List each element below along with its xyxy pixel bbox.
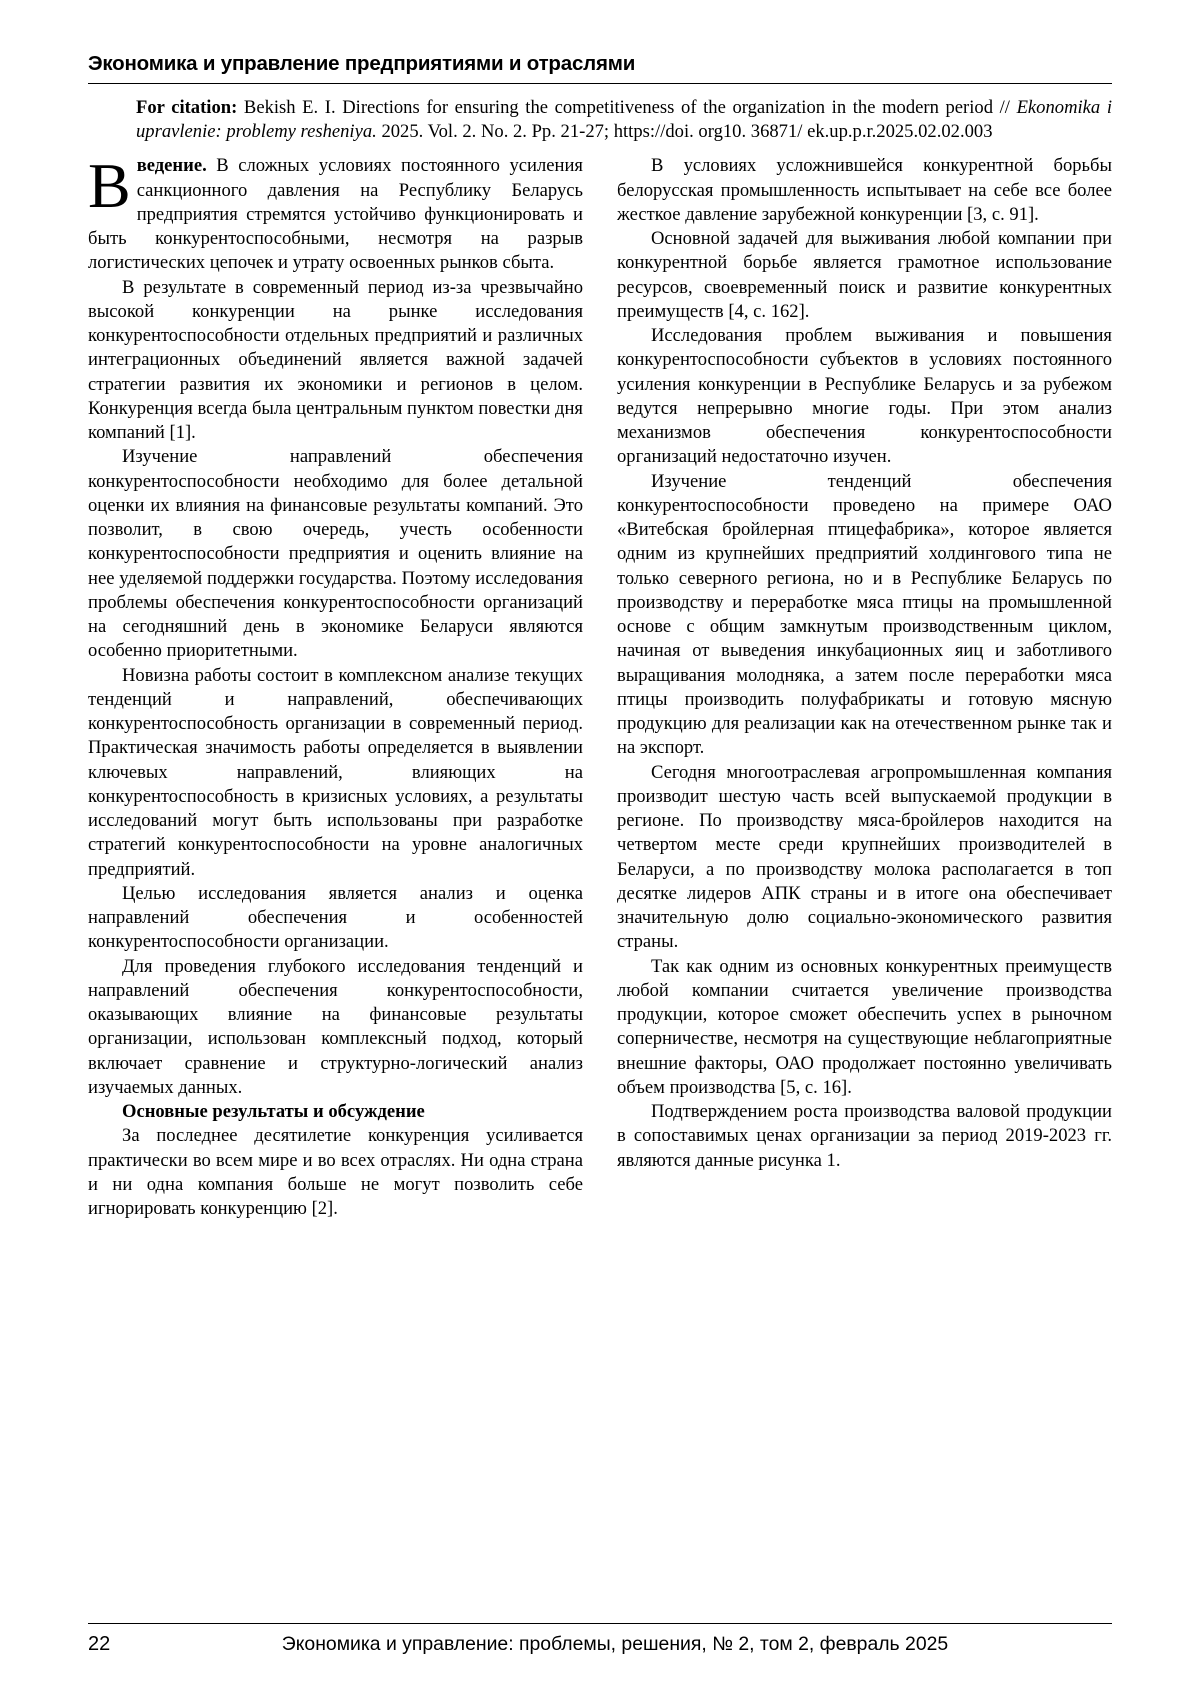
paragraph: В условиях усложнившейся конкурентной борьбы белорусская промышленность испытывает на себе все более жесткое давление зарубежной конкуренции [3, с. 91].: [617, 155, 1112, 225]
section-subheading: Основные результаты и обсуждение: [122, 1101, 425, 1123]
drop-cap: В: [88, 150, 131, 222]
body-columns: [88, 150, 1112, 1221]
paragraph: Исследования проблем выживания и повышения конкурентоспособности субъектов в условиях постоянного усиления конкуренции в Республике Беларусь и за рубежом ведутся непрерывно многие годы. При этом анализ механизмов обеспечения конкурентоспособности организаций недостаточно изучен.: [617, 325, 1112, 468]
page-number: 22: [88, 1633, 111, 1655]
paragraph: Целью исследования является анализ и оценка направлений обеспечения и особенностей конкурентоспособности организации.: [88, 882, 583, 953]
running-head: Экономика и управление предприятиями и отраслями: [88, 52, 636, 75]
citation-text-after: 2025. Vol. 2. No. 2. Pp. 21-27; https://doi. org10. 36871/ ek.up.p.r.2025.02.02.003: [376, 121, 993, 143]
paragraph: Изучение тенденций обеспечения конкурентоспособности проведено на примере ОАО «Витебская бройлерная птицефабрика», которое является одним из крупнейших предприятий холдингового типа не только северного региона, но и в Республике Беларусь по производству и переработке мяса птицы на промышленной основе с общим замкнутым производственным циклом, начиная от выведения инкубационных яиц и заботливого выращивания молодняка, а затем после переработки мяса птицы производить полуфабрикаты и готовую мясную продукцию для реализации как на отечественном рынке так и на экспорт.: [617, 470, 1112, 759]
left-column: [88, 150, 583, 1221]
paragraph: Так как одним из основных конкурентных преимуществ любой компании считается увеличение производства продукции, которое сможет обеспечить успех в рыночном соперничестве, несмотря на существующие неблагоприятные внешние факторы, ОАО продолжает постоянно увеличивать объем производства [5, с. 16].: [617, 955, 1112, 1098]
footer-row: [88, 1633, 1112, 1656]
paragraph: Для проведения глубокого исследования тенденций и направлений обеспечения конкурентоспособности, оказывающих влияние на финансовые результаты организации, использован комплексный подход, который включает сравнение и структурно-логический анализ изучаемых данных.: [88, 955, 583, 1098]
intro-text: В сложных условиях постоянного усиления санкционного давления на Республику Беларусь предприятия стремятся устойчиво функционировать и быть конкурентоспособными, несмотря на разрыв логистических цепочек и утрату освоенных рынков сбыта.: [88, 155, 583, 274]
page-footer: [88, 1623, 1112, 1656]
footer-journal-line: Экономика и управление: проблемы, решения, № 2, том 2, февраль 2025: [281, 1633, 949, 1655]
intro-bold-lead: ведение.: [136, 155, 207, 177]
citation-text-before: Bekish E. I. Directions for ensuring the competitiveness of the organization in the modern period //: [237, 97, 1017, 118]
citation-block: [88, 96, 1112, 144]
paragraph: Подтверждением роста производства валовой продукции в сопоставимых ценах организации за период 2019-2023 гг. являются данные рисунка 1.: [617, 1101, 1112, 1171]
paragraph: В результате в современный период из-за чрезвычайно высокой конкуренции на рынке исследования конкурентоспособности отдельных предприятий и различных интеграционных объединений является важной задачей стратегии развития их экономики и регионов в целом. Конкуренция всегда была центральным пунктом повестки дня компаний [1].: [88, 276, 583, 444]
intro-paragraph: [88, 150, 583, 275]
right-column: [617, 154, 1112, 1173]
citation-journal-title: Ekonomika i upravlenie: problemy resheniya.: [136, 97, 1112, 143]
paragraph: Изучение направлений обеспечения конкурентоспособности необходимо для более детальной оценки их влияния на финансовые результаты компаний. Это позволит, в свою очередь, учесть особенности конкурентоспособности предприятия и оценить влияние на нее уделяемой поддержки государства. Поэтому исследования проблемы обеспечения конкурентоспособности организаций на сегодняшний день в экономике Беларуси являются особенно приоритетными.: [88, 446, 583, 662]
paragraph: Основной задачей для выживания любой компании при конкурентной борьбе является грамотное использование ресурсов, своевременный поиск и развитие конкурентных преимуществ [4, с. 162].: [617, 228, 1112, 322]
paragraph: Новизна работы состоит в комплексном анализе текущих тенденций и направлений, обеспечивающих конкурентоспособность организации в современный период. Практическая значимость работы определяется в выявлении ключевых направлений, влияющих на конкурентоспособность в кризисных условиях, а результаты исследований могут быть использованы при разработке стратегий конкурентоспособности на уровне аналогичных предприятий.: [88, 664, 583, 880]
paragraph: За последнее десятилетие конкуренция усиливается практически во всем мире и во всех отраслях. Ни одна страна и ни одна компания больше не могут позволить себе игнорировать конкуренцию [2].: [88, 1125, 583, 1220]
footer-divider: [88, 1623, 1112, 1624]
header-divider: [88, 83, 1112, 84]
paragraph: Сегодня многоотраслевая агропромышленная компания производит шестую часть всей выпускаемой продукции в регионе. По производству мяса-бройлеров находится на четвертом месте среди крупнейших производителей в Беларуси, а по производству молока располагается в топ десятке лидеров АПК страны и в итоге она обеспечивает значительную долю социально-экономического развития страны.: [617, 761, 1112, 953]
citation-label: For citation:: [136, 97, 238, 118]
